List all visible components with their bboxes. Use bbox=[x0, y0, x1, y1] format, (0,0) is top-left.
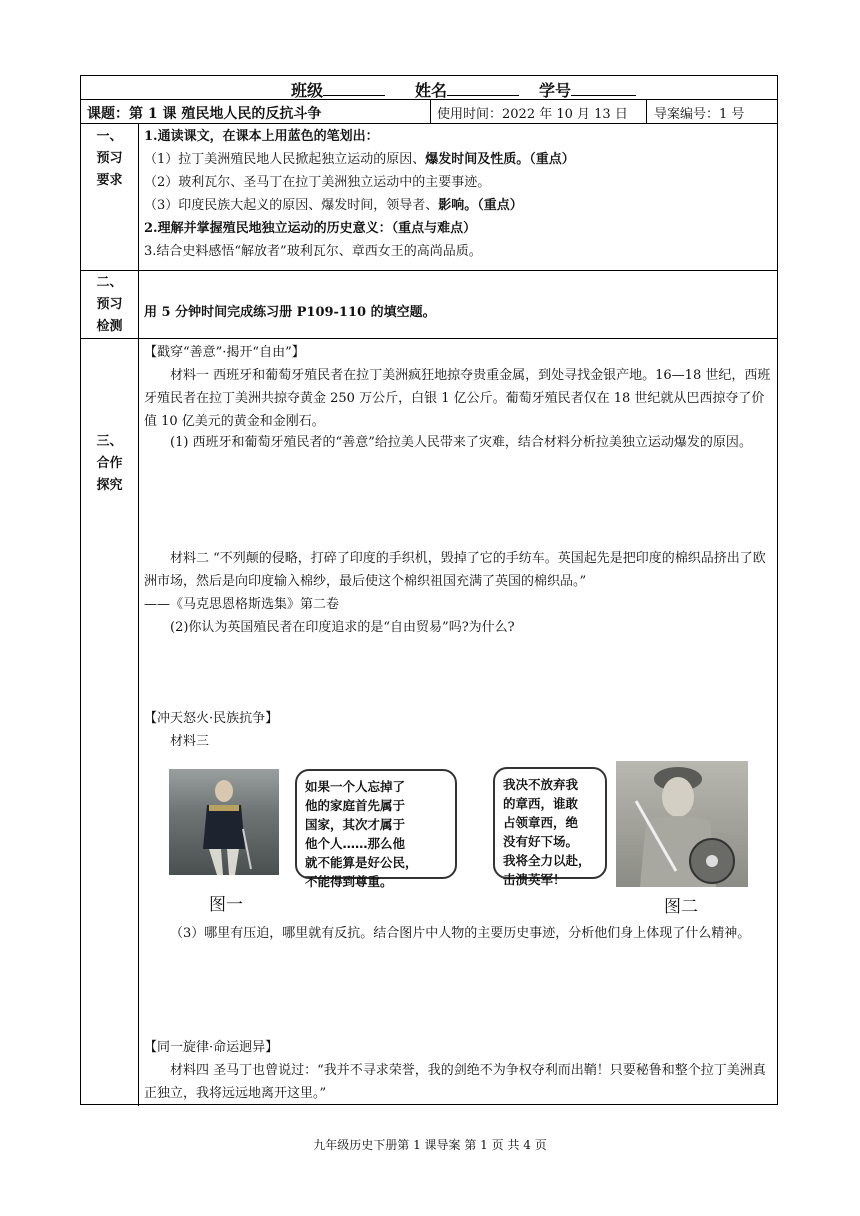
rani-speech-bubble: 我决不放弃我 的章西，谁敢 占领章西，绝 没有好下场。 我将全力以赴， 击溃英军！ bbox=[493, 767, 607, 879]
preview-check-text: 用 5 分钟时间完成练习册 P109-110 的填空题。 bbox=[144, 305, 436, 320]
question-1: (1) 西班牙和葡萄牙殖民者的“善意”给拉美人民带来了灾难，结合材料分析拉美独立运动爆发的原因。 bbox=[170, 435, 752, 450]
req-sub-3: （3）印度民族大起义的原因、爆发时间，领导者、影响。（重点） bbox=[144, 198, 523, 213]
portrait-figure-icon bbox=[169, 769, 279, 875]
name-label: 姓名 bbox=[415, 81, 448, 100]
heading-3: 【同一旋律·命运迥异】 bbox=[144, 1040, 279, 1055]
req-item-3: 3.结合史料感悟“解放者”玻利瓦尔、章西女王的高尚品质。 bbox=[144, 244, 482, 259]
figure-1-caption: 图一 bbox=[209, 895, 243, 915]
portrait-figure-icon bbox=[616, 761, 748, 887]
class-blank[interactable] bbox=[323, 78, 385, 96]
heading-2: 【冲天怒火·民族抗争】 bbox=[144, 711, 279, 726]
req-item-2: 2.理解并掌握殖民地独立运动的历史意义：（重点与难点） bbox=[144, 221, 477, 236]
page-footer: 九年级历史下册第 1 课导案 第 1 页 共 4 页 bbox=[313, 1138, 547, 1152]
question-2: (2)你认为英国殖民者在印度追求的是“自由贸易”吗?为什么? bbox=[170, 620, 515, 635]
plan-number: 导案编号：1 号 bbox=[654, 107, 745, 122]
class-label: 班级 bbox=[291, 81, 324, 100]
question-3: （3）哪里有压迫，哪里就有反抗。结合图片中人物的主要历史事迹，分析他们身上体现了什么精神。 bbox=[170, 926, 751, 941]
lesson-plan-table bbox=[80, 75, 778, 1105]
material-2: 材料二 “不列颠的侵略，打碎了印度的手织机，毁掉了它的手纺车。英国起先是把印度的棉织品挤出了欧洲市场，然后是向印度输入棉纱，最后使这个棉织祖国充满了英国的棉织品。” bbox=[144, 551, 766, 589]
material-3: 材料三 bbox=[170, 734, 210, 749]
section-preview-requirements bbox=[81, 124, 777, 271]
figure-2-caption: 图二 bbox=[664, 897, 698, 917]
section3-label: 三、 合作 探究 bbox=[96, 434, 123, 493]
section1-label: 一、 预习 要求 bbox=[96, 129, 123, 188]
class-field bbox=[291, 78, 385, 101]
material-1: 材料一 西班牙和葡萄牙殖民者在拉丁美洲疯狂地掠夺贵重金属，到处寻找金银产地。16—18 世纪，西班牙殖民者在拉丁美洲共掠夺黄金 250 万公斤，白银 1 亿公斤。葡萄牙殖民者仅在 18 世纪就从巴西掠夺了价值 10 亿美元的黄金和金刚石。 bbox=[144, 368, 771, 429]
req-item-1: 1.通读课文，在课本上用蓝色的笔划出： bbox=[144, 129, 379, 144]
student-id-label: 学号 bbox=[539, 81, 572, 100]
section2-label: 二、 预习 检测 bbox=[96, 275, 123, 334]
topic-row bbox=[81, 100, 777, 124]
heading-1: 【戳穿“善意”·揭开“自由”】 bbox=[144, 345, 305, 360]
section-cooperative-inquiry bbox=[81, 339, 777, 1106]
material-2-source: ——《马克思恩格斯选集》第二卷 bbox=[144, 597, 340, 612]
topic-title: 课题：第 1 课 殖民地人民的反抗斗争 bbox=[87, 106, 322, 122]
usage-date: 使用时间：2022 年 10 月 13 日 bbox=[437, 107, 628, 122]
req-sub-1: （1）拉丁美洲殖民地人民掀起独立运动的原因、爆发时间及性质。（重点） bbox=[144, 152, 575, 167]
req-sub-2: （2）玻利瓦尔、圣马丁在拉丁美洲独立运动中的主要事迹。 bbox=[144, 175, 491, 190]
material-4: 材料四 圣马丁也曾说过：“我并不寻求荣誉，我的剑绝不为争权夺利而出鞘！只要秘鲁和整个拉丁美洲真正独立，我将远远地离开这里。” bbox=[144, 1063, 766, 1101]
header-row bbox=[81, 76, 777, 100]
bolivar-speech-bubble: 如果一个人忘掉了 他的家庭首先属于 国家，其次才属于 他个人……那么他 就不能算是好公民， 不能得到尊重。 bbox=[295, 769, 457, 879]
bolivar-portrait bbox=[169, 769, 279, 875]
rani-portrait bbox=[616, 761, 748, 887]
student-id-blank[interactable] bbox=[571, 78, 636, 96]
name-blank[interactable] bbox=[447, 78, 519, 96]
name-field bbox=[415, 78, 519, 101]
section-preview-check bbox=[81, 271, 777, 339]
label-column-divider bbox=[138, 124, 139, 1106]
student-id-field bbox=[539, 78, 636, 101]
